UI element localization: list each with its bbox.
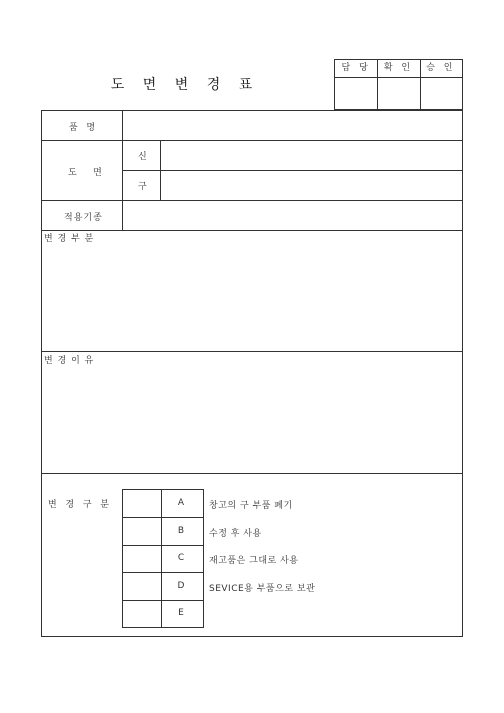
approval-box — [334, 59, 463, 110]
checkbox-cell-b[interactable] — [123, 518, 161, 545]
approval-header-manager: 담 당 — [341, 63, 371, 73]
option-text-d: SEVICE용 부품으로 보관 — [209, 584, 316, 594]
drawing-old-label: 구 — [138, 182, 148, 192]
product-name-label: 품 명 — [69, 123, 97, 133]
applied-model-field[interactable] — [123, 201, 462, 230]
checkbox-cell-c[interactable] — [123, 546, 161, 572]
change-type-label: 변 경 구 분 — [48, 500, 110, 510]
change-reason-label: 변 경 이 유 — [44, 356, 95, 366]
option-text-a: 창고의 구 부품 폐기 — [209, 501, 293, 511]
drawing-old-field[interactable] — [161, 171, 462, 200]
drawing-label: 도 면 — [68, 168, 103, 178]
applied-model-label: 적용기종 — [64, 213, 103, 223]
checkbox-cell-e[interactable] — [123, 601, 161, 627]
checkbox-cell-a[interactable] — [123, 490, 161, 517]
product-name-field[interactable] — [123, 111, 462, 140]
option-code-c: C — [177, 553, 185, 563]
row-divider — [42, 473, 462, 474]
signature-field-confirm[interactable] — [378, 77, 420, 109]
approval-header — [335, 60, 462, 78]
drawing-new-label: 신 — [138, 152, 148, 162]
signature-field-manager[interactable] — [335, 77, 377, 109]
option-text-c: 재고품은 그대로 사용 — [209, 556, 299, 566]
signature-field-approve[interactable] — [421, 77, 462, 109]
option-code-d: D — [177, 581, 185, 591]
option-code-a: A — [177, 498, 185, 508]
option-code-e: E — [178, 608, 184, 618]
option-text-b: 수정 후 사용 — [209, 529, 262, 539]
change-part-label: 변 경 부 분 — [44, 234, 95, 244]
change-reason-field[interactable] — [42, 365, 462, 473]
checkbox-cell-d[interactable] — [123, 573, 161, 600]
approval-header-confirm: 확 인 — [383, 63, 414, 73]
page-title: 도 면 변 경 표 — [110, 77, 260, 93]
approval-header-approve: 승 인 — [426, 63, 456, 73]
option-code-b: B — [177, 526, 185, 536]
row-divider — [42, 351, 462, 352]
change-part-field[interactable] — [42, 243, 462, 351]
row-divider — [42, 230, 462, 231]
drawing-new-field[interactable] — [161, 141, 462, 170]
